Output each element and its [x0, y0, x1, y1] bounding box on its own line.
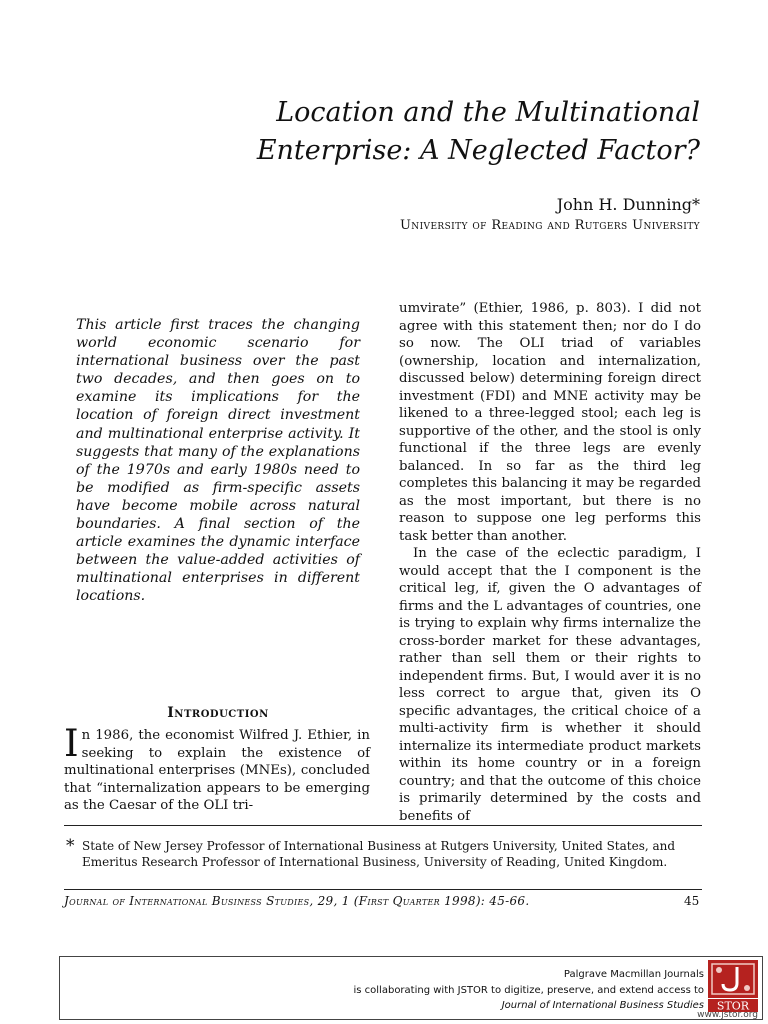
footnote-marker: * — [66, 836, 75, 856]
jstor-banner[interactable] — [59, 956, 763, 1020]
journal-name: Journal of International Business Studies — [64, 894, 310, 908]
jstor-url[interactable]: www.jstor.org — [697, 1010, 758, 1020]
author-affiliation: University of Reading and Rutgers University — [399, 218, 700, 233]
jstor-logo[interactable] — [707, 959, 759, 1017]
footnote-text: State of New Jersey Professor of International Business at Rutgers University, United States, and Emeritus Research Professor of International Business, University of Reading, United Kingdom. — [82, 839, 676, 869]
abstract: This article first traces the changing world economic scenario for international business over the past two decades, and then goes on to examine its implications for the location of foreign direct investment and multinational enterprise activity. It suggests that many of the explanations of the 1970s and early 1980s need to be modified as firm-specific assets have become mobile across natural boundaries. A final section of the article examines the dynamic interface between the value-added activities of multinational enterprises in different locations. — [76, 317, 360, 605]
jstor-collaboration-text: is collaborating with JSTOR to digitize, preserve, and extend access to — [353, 985, 704, 996]
footnote-divider — [64, 825, 702, 826]
journal-citation — [64, 894, 676, 908]
article-title — [180, 94, 700, 170]
right-column — [399, 300, 701, 825]
body-paragraph-1: umvirate” (Ethier, 1986, p. 803). I did not agree with this statement then; nor do I do so now. The OLI triad of variables (ownership, location and internalization, discussed below) determining foreign direct investment (FDI) and MNE activity may be likened to a three-legged stool; each leg is supportive of the other, and the stool is only functional if the three legs are evenly balanced. In so far as the third leg completes this balancing it may be regarded as the most important, but there is no reason to suppose one leg performs this task better than another. — [399, 301, 701, 544]
body-paragraph-2: In the case of the eclectic paradigm, I would accept that the I component is the critical leg, if, given the O advantages of firms and the L advantages of countries, one is trying to explain why firms internalize the cross-border market for these advantages, rather than sell them or their rights to independent firms. But, I would aver it is no less correct to argue that, given its O specific advantages, the critical choice of a multi-activity firm is whether it should internalize its intermediate product markets within its home country or in a foreign country; and that the outcome of this choice is primarily determined by the costs and benefits of — [399, 546, 701, 824]
title-line-1: Location and the Multinational — [276, 97, 700, 128]
jstor-journal-link[interactable]: Journal of International Business Studies — [501, 1000, 704, 1011]
jstor-logo-text: STOR — [716, 999, 750, 1013]
author-name: John H. Dunning* — [556, 195, 700, 214]
introduction-paragraph — [64, 722, 370, 815]
section-heading-introduction: Introduction — [167, 705, 269, 721]
page-number: 45 — [684, 894, 700, 908]
jstor-logo-icon — [707, 959, 759, 1017]
journal-issue: , 29, 1 (First Quarter 1998): 45-66. — [309, 894, 530, 908]
title-line-2: Enterprise: A Neglected Factor? — [256, 135, 700, 166]
journal-divider — [64, 889, 702, 890]
drop-cap: I — [64, 722, 79, 765]
jstor-publisher: Palgrave Macmillan Journals — [563, 969, 704, 980]
introduction-text: n 1986, the economist Wilfred J. Ethier, in seeking to explain the existence of multinational enterprises (MNEs), concluded that “internalization appears to be emerging as the Caesar of the OLI tri- — [64, 728, 370, 813]
